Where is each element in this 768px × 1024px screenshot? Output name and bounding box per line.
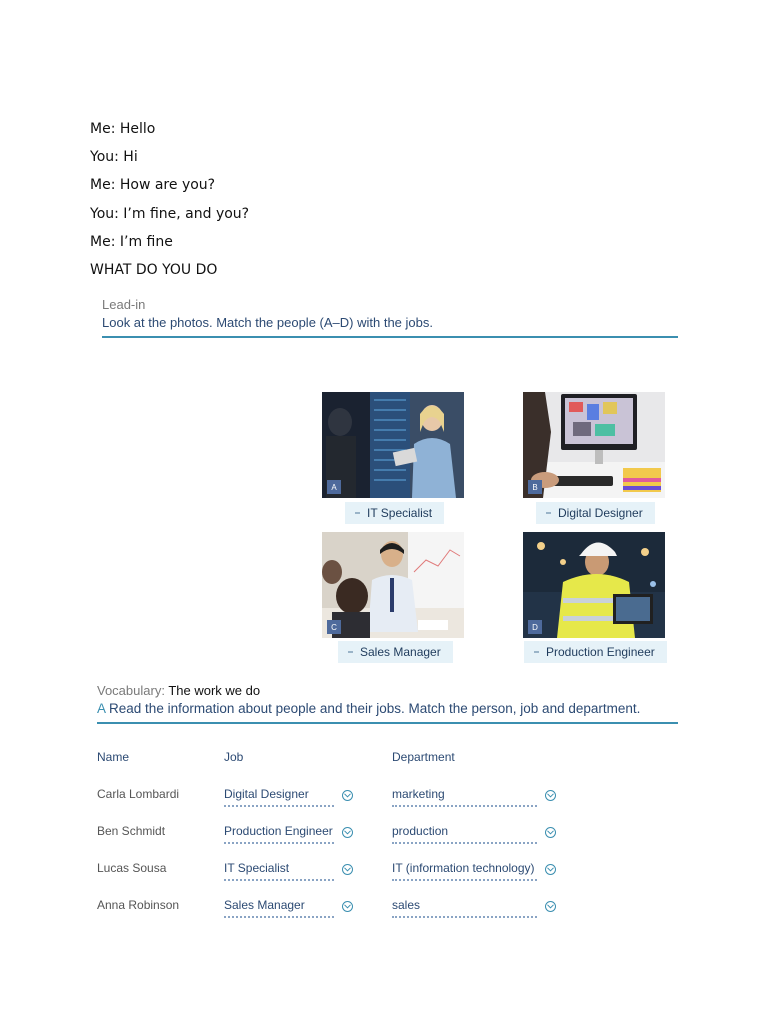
person-name: Carla Lombardi: [97, 787, 180, 801]
column-header-name: Name: [97, 750, 130, 764]
job-chip-label: IT Specialist: [367, 506, 433, 520]
drag-handle-icon: [534, 651, 539, 653]
person-name: Ben Schmidt: [97, 824, 166, 838]
job-chip-production-engineer[interactable]: [524, 641, 667, 663]
photo-a-it-specialist: [322, 392, 464, 498]
vocabulary-heading: [97, 683, 678, 698]
person-name: Lucas Sousa: [97, 861, 167, 875]
dialogue-line: Me: I’m fine: [90, 233, 173, 250]
dialogue-heading: WHAT DO YOU DO: [90, 261, 218, 278]
department-select[interactable]: IT (information technology): [392, 861, 537, 881]
chevron-down-icon[interactable]: [545, 864, 556, 875]
drag-handle-icon: [348, 651, 353, 653]
drag-handle-icon: [546, 512, 551, 514]
person-name: Anna Robinson: [97, 898, 180, 912]
column-header-department: Department: [392, 750, 455, 764]
chevron-down-icon[interactable]: [342, 827, 353, 838]
job-chip-sales-manager[interactable]: [338, 641, 453, 663]
divider: [102, 336, 678, 338]
photo-letter: B: [528, 480, 542, 494]
department-select[interactable]: marketing: [392, 787, 537, 807]
lead-in-title: Lead-in: [102, 297, 146, 312]
photo-d-production-engineer: [523, 532, 665, 638]
photo-letter: C: [327, 620, 341, 634]
job-select[interactable]: IT Specialist: [224, 861, 334, 881]
vocabulary-instruction-text: Read the information about people and their jobs. Match the person, job and department.: [109, 701, 641, 716]
dialogue-line: You: Hi: [90, 149, 138, 166]
photo-c-sales-manager: [322, 532, 464, 638]
drag-handle-icon: [355, 512, 360, 514]
job-chip-digital-designer[interactable]: [536, 502, 655, 524]
job-chip-label: Digital Designer: [558, 506, 643, 520]
vocabulary-instruction: [97, 701, 678, 716]
job-select[interactable]: Production Engineer: [224, 824, 334, 844]
photo-b-digital-designer: [523, 392, 665, 498]
job-select[interactable]: Digital Designer: [224, 787, 334, 807]
chevron-down-icon[interactable]: [545, 790, 556, 801]
lead-in-instruction: Look at the photos. Match the people (A–D) with the jobs.: [102, 315, 433, 330]
vocabulary-label: Vocabulary:: [97, 683, 165, 698]
chevron-down-icon[interactable]: [545, 901, 556, 912]
dialogue-line: Me: How are you?: [90, 177, 216, 194]
job-select[interactable]: Sales Manager: [224, 898, 334, 918]
chevron-down-icon[interactable]: [342, 790, 353, 801]
chevron-down-icon[interactable]: [342, 901, 353, 912]
photo-letter: D: [528, 620, 542, 634]
vocabulary-topic: The work we do: [168, 683, 261, 698]
exercise-letter: A: [97, 701, 106, 716]
chevron-down-icon[interactable]: [342, 864, 353, 875]
dialogue-line: Me: Hello: [90, 121, 156, 137]
photo-letter: A: [327, 480, 341, 494]
column-header-job: Job: [224, 750, 244, 764]
vocabulary-section: [97, 683, 678, 724]
chevron-down-icon[interactable]: [545, 827, 556, 838]
job-chip-label: Production Engineer: [546, 645, 655, 659]
dialogue: [90, 118, 249, 287]
department-select[interactable]: production: [392, 824, 537, 844]
job-chip-it-specialist[interactable]: [345, 502, 444, 524]
dialogue-line: You: I’m fine, and you?: [90, 205, 250, 222]
lead-in-section: [102, 297, 678, 338]
job-chip-label: Sales Manager: [360, 645, 441, 659]
divider: [97, 722, 678, 724]
department-select[interactable]: sales: [392, 898, 537, 918]
